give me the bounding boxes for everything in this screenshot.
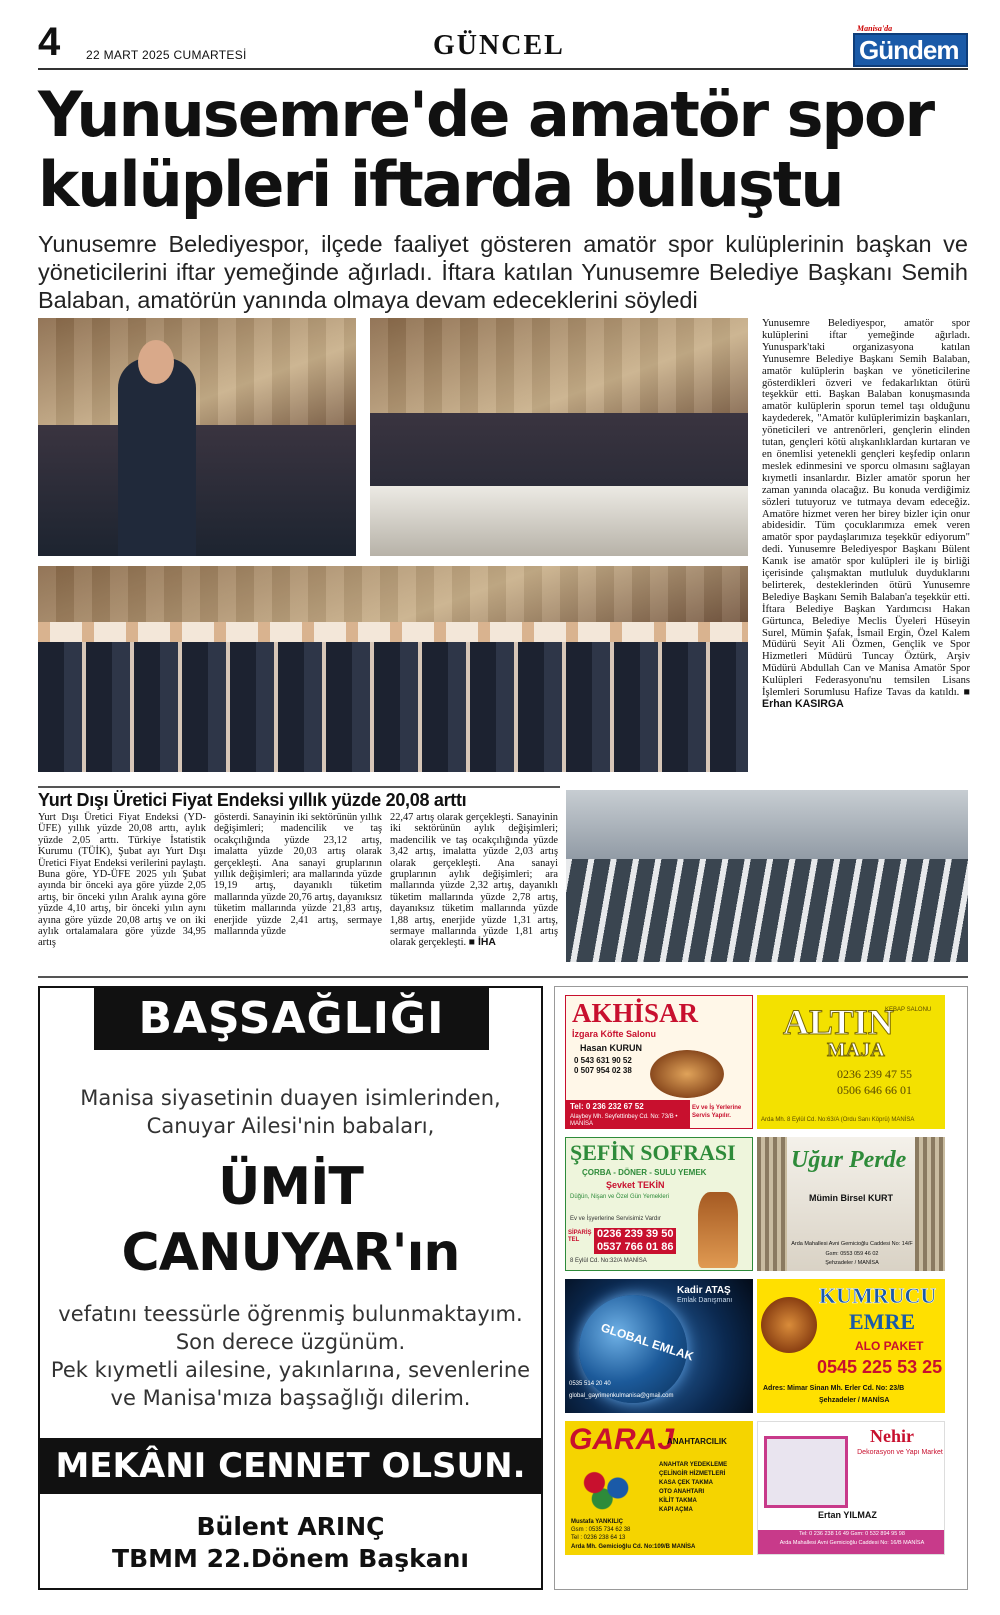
news2-col-3 [390,812,558,949]
ad-sefin-line1: Düğün, Nişan ve Özel Gün Yemekleri [570,1194,670,1200]
photo-factory [566,790,968,962]
condolence-title: BAŞSAĞLIĞI [94,988,489,1050]
page-number: 4 [38,20,61,64]
ad-kumrucu-sub: EMRE [849,1309,915,1334]
ad-garaj-owner: Mustafa YANKILIÇ [571,1519,624,1525]
signer-name: Bülent ARINÇ [196,1512,385,1541]
ad-garaj-service-1: ANAHTAR YEDEKLEME [659,1462,728,1468]
ad-akhisar-footer [566,1100,690,1129]
article-body [762,318,970,711]
ad-ugur-city: Şehzadeler / MANİSA [825,1260,879,1266]
ad-kumrucu-service: ALO PAKET [855,1339,924,1353]
ad-ugur-title: Uğur Perde [791,1147,907,1173]
ad-akhisar[interactable] [565,995,753,1129]
ad-ugur-phone: Gsm: 0553 059 46 02 [825,1251,879,1257]
condolence-band: MEKÂNI CENNET OLSUN. [40,1438,541,1494]
ad-global-emlak[interactable] [565,1279,753,1413]
article-lead: Yunusemre Belediyespor, ilçede faaliyet gösteren amatör spor kulüplerinin başkan ve yöneticilerini iftar yemeğinde ağırladı. İftara katılan Yunusemre Belediye Başkanı Semih Balaban, amatörün yanında olmaya devam edeceklerini söyledi [38,231,968,313]
ad-ugur-owner: Mümin Birsel KURT [809,1193,894,1203]
ad-sefin-addr: 8 Eylül Cd. No:32/A MANİSA [570,1258,647,1264]
ad-akhisar-phone1: 0 543 631 90 52 [574,1056,632,1065]
ad-kumrucu-title: KUMRUCU [819,1283,937,1308]
ad-akhisar-sub: İzgara Köfte Salonu [572,1029,657,1039]
ads-grid [554,986,968,1590]
condolence-intro-2: Canuyar Ailesi'nin babaları, [146,1114,435,1138]
ad-garaj-service-4: OTO ANAHTARI [659,1489,705,1495]
photo-speaker [38,318,356,556]
logo-main-text: Gündem [853,33,968,67]
section-title: GÜNCEL [433,30,565,61]
ad-sefin-phone2: 0537 766 01 86 [597,1241,674,1253]
ad-garaj-phone1: Gsm : 0535 734 62 38 [571,1527,631,1533]
ad-sefin-phone1: 0236 239 39 50 [597,1228,674,1240]
condolence-text-4: ve Manisa'mıza başsağlığı dilerim. [110,1386,471,1410]
ad-kumrucu-food-image [761,1297,817,1353]
ad-altin-addr: Arda Mh. 8 Eylül Cd. No:63/A (Ordu Sanı Köprü) MANİSA [761,1117,915,1123]
ad-nehir-phone: Tel: 0 236 238 16 49 Gsm: 0 532 894 95 98 [799,1531,905,1537]
ad-altin-maja[interactable] [757,995,945,1129]
ad-sefin-phones [594,1228,676,1254]
ad-altin-title: ALTIN [783,1002,894,1042]
ad-garaj-service-6: KAPI AÇMA [659,1507,693,1513]
article-body-text: Yunusemre Belediyespor, amatör spor kulüplerini iftar yemeğinde ağırladı. Yunuspark'taki organizasyona katılan Yunusemre Belediye Başkanı Semih Balaban, amatör kulüplerin başkan ve yöneticilerine gösterdikleri özveri ve fedakarlıktan ötürü teşekkür etti. Başkan Balaban konuşmasında amatör kulüplerin sporun temel taşı olduğunu kaydederek, "Amatör kulüplerimizin başkanları, yöneticileri ve antrenörleri, gençlerin elinden tutan, gençleri kötü alışkanlıklardan kurtaran ve en önemlisi yetenekli gençleri keşfedip onların meslek edinmesini ve sporcu olmasını sağlayan kıymetli insanlardır. Bizler amatör sporun her zaman yanında olacağız. Bu konuda verdiğimiz sözleri tutuyoruz ve tutmaya devam edeceğiz. Amatöre hizmet veren her birey bizler için onur abidesidir. Tüm çocuklarımıza emek veren amatör spor paydaşlarımıza teşekkür ediyorum" dedi. Yunusemre Belediyespor Başkanı Bülent Kanık ise amatör spor kulüpleri ile iş birliği içerisinde çalışmaktan mutluluk duyduklarını belirterek, desteklerinden ötürü Yunusemre Belediye Başkanı Semih Balaban'a teşekkür etti. İftara Belediye Başkan Yardımcısı Hakan Gürtunca, Belediye Meclis Üyeleri Hüseyin Surel, Mümin Şafak, İsmail Ergin, Özel Kalem Müdürü Seyit Ali Özmen, Gençlik ve Spor Hizmetleri Müdürü Tuncay Öztürk, Arşiv Müdürü Abdullah Can ve Manisa Amatör Spor Kulüpleri Federasyonu'nu temsilen Lisans İşlemleri Sorumlusu Hafize Tavas da katıldı. [762,318,970,699]
ad-altin-phone1: 0236 239 47 55 [837,1067,912,1081]
ad-akhisar-tel: Tel: 0 236 232 67 52 [570,1102,644,1111]
news2-col-3-text: 22,47 artış olarak gerçekleşti. Sanayinin iki sektörünün aylık değişimleri; madencilik ve taş ocakçılığında yüzde 3,42 artış, imalatta yüzde 2,03 artış olarak gerçekleşti. Ana sanayi gruplarının aylık değişimleri; ara mallarında yüzde 2,32 artış, dayanıklı tüketim mallarında yüzde 2,78 artış, dayanıksız tüketim mallarında yüzde 1,88 artış, enerjide yüzde 1,31 artış, sermaye mallarında yüzde 1,81 artış olarak gerçekleşti. [390,812,558,949]
ad-akhisar-phone2: 0 507 954 02 38 [574,1066,632,1075]
deceased-first-name: ÜMİT [218,1157,363,1217]
ad-global-sub: Emlak Danışmanı [677,1297,733,1304]
deceased-last-name: CANUYAR'ın [121,1223,460,1283]
ad-sefin-doner-image [698,1192,738,1268]
ad-garaj[interactable] [565,1421,753,1555]
news2-col-1: Yurt Dışı Üretici Fiyat Endeksi (YD-ÜFE) yıllık yüzde 20,08 arttı, aylık yüzde 2,05 arttı. Türkiye İstatistik Kurumu (TÜİK), Şubat ayı Yurt Dışı Üretici Fiyat Endeksi verilerini paylaştı. Buna göre, YD-ÜFE 2025 yılı Şubat ayında bir önceki aya göre yüzde 2,05 artış, bir önceki yılın Aralık ayına göre yüzde 4,10 artış, bir önceki yılın aynı ayına göre yüzde 20,08 artış ve on iki aylık ortalamalara göre yüzde 34,95 artış [38,812,206,949]
ad-altin-phone2: 0506 646 66 01 [837,1083,912,1097]
signer-title: TBMM 22.Dönem Başkanı [112,1544,469,1573]
ad-akhisar-title: AKHİSAR [572,998,699,1028]
ad-sefin-owner: Şevket TEKİN [606,1180,665,1190]
article-byline: ■ Erhan KASIRGA [762,686,970,710]
ad-kumrucu-city: Şehzadeler / MANİSA [819,1397,890,1404]
section-divider [38,976,968,978]
ad-global-title: Kadir ATAŞ [677,1285,731,1296]
ad-global-phone: 0535 514 20 40 [569,1381,611,1387]
news2-source: ■ İHA [468,937,496,949]
condolence-text-2: Son derece üzgünüm. [175,1330,406,1354]
ad-nehir-frame-image [764,1436,848,1508]
main-headline [38,80,968,220]
ad-garaj-addr: Arda Mh. Gemicioğlu Cd. No:109/B MANİSA [571,1544,696,1550]
ad-global-mail: global_gayrimenkulmanisa@gmail.com [569,1393,674,1399]
divider-top [38,786,560,788]
condolence-text-3: Pek kıymetli ailesine, yakınlarına, sevenlerine [50,1358,531,1382]
ad-nehir-addr: Arda Mahallesi Avni Gemicioğlu Caddesi No: 16/B MANİSA [779,1540,925,1546]
headline-line-1: Yunusemre'de amatör spor [38,78,934,151]
ad-sefin-sub: ÇORBA - DÖNER - SULU YEMEK [582,1168,707,1177]
ad-garaj-phone2: Tel : 0236 238 64 13 [571,1535,626,1541]
ad-nehir[interactable] [757,1421,945,1555]
ad-nehir-sub: Dekorasyon ve Yapı Market [857,1449,943,1456]
ad-altin-tag: KEBAP SALONU [885,1007,932,1013]
ad-global-brand: GLOBAL EMLAK [599,1320,696,1364]
ad-ugur-addr: Arda Mahallesi Avni Gemicioğlu Caddesi No: 14/F [791,1241,913,1247]
ad-sefin-title: ŞEFİN SOFRASI [570,1140,736,1165]
ad-nehir-footer [758,1530,945,1555]
condolence-ad [38,986,543,1590]
headline-line-2: kulüpleri iftarda buluştu [38,148,843,221]
ad-garaj-service-5: KİLİT TAKMA [659,1498,697,1504]
news2-col-2: gösterdi. Sanayinin iki sektörünün yıllık değişimleri; madencilik ve taş ocakçılığında yüzde 23,12 artış, imalatta yüzde 20,03 artış olarak gerçekleşti. Ana sanayi gruplarının yıllık değişimleri; ara mallarında yüzde 19,19 artış, dayanıklı tüketim mallarında yüzde 20,76 artış, dayanıksız tüketim mallarında yüzde 21,83 artış, enerjide yüzde 2,41 artış, sermaye mallarında yüzde [214,812,382,938]
ad-nehir-title: Nehir [870,1426,914,1446]
ad-nehir-owner: Ertan YILMAZ [818,1510,877,1520]
ad-akhisar-food-image [650,1050,724,1098]
news2-headline: Yurt Dışı Üretici Fiyat Endeksi yıllık yüzde 20,08 arttı [38,790,467,810]
ad-garaj-service-2: ÇELİNGİR HİZMETLERİ [659,1471,726,1477]
page-header [38,20,968,70]
ad-garaj-title: GARAJ [569,1423,675,1456]
issue-date: 22 MART 2025 CUMARTESİ [86,48,247,62]
ad-ugur-perde[interactable] [757,1137,945,1271]
ad-akhisar-owner: Hasan KURUN [580,1043,643,1053]
ad-sefin-order: SİPARİŞ TEL [568,1230,592,1243]
ad-akhisar-addr: Alaybey Mh. Seyfettinbey Cd. No: 73/B • MANİSA [570,1114,678,1127]
ad-kumrucu-phone: 0545 225 53 25 [817,1357,943,1377]
ad-sefin-sofrasi[interactable] [565,1137,753,1271]
condolence-text-1: vefatını teessürle öğrenmiş bulunmaktayım. [58,1302,523,1326]
ad-garaj-service-3: KASA ÇEK TAKMA [659,1480,713,1486]
condolence-intro-1: Manisa siyasetinin duayen isimlerinden, [80,1086,501,1110]
ad-akhisar-note: Ev ve İş Yerlerine Servis Yapılır. [692,1105,742,1119]
ad-kumrucu-emre[interactable] [757,1279,945,1413]
ad-garaj-keys-image [571,1461,649,1515]
ad-garaj-services [659,1461,753,1515]
photo-group [38,566,748,772]
ad-altin-sub: MAJA [827,1039,885,1061]
ad-sefin-line2: Ev ve İşyerlerine Servisimiz Vardır [570,1216,661,1222]
logo-top-text: Manisa'da [857,24,893,33]
ad-garaj-sub: ANAHTARCILIK [667,1437,727,1446]
photo-table [370,318,748,556]
newspaper-logo[interactable] [853,24,968,64]
ad-kumrucu-addr: Adres: Mimar Sinan Mh. Erler Cd. No: 23/B [763,1385,905,1392]
